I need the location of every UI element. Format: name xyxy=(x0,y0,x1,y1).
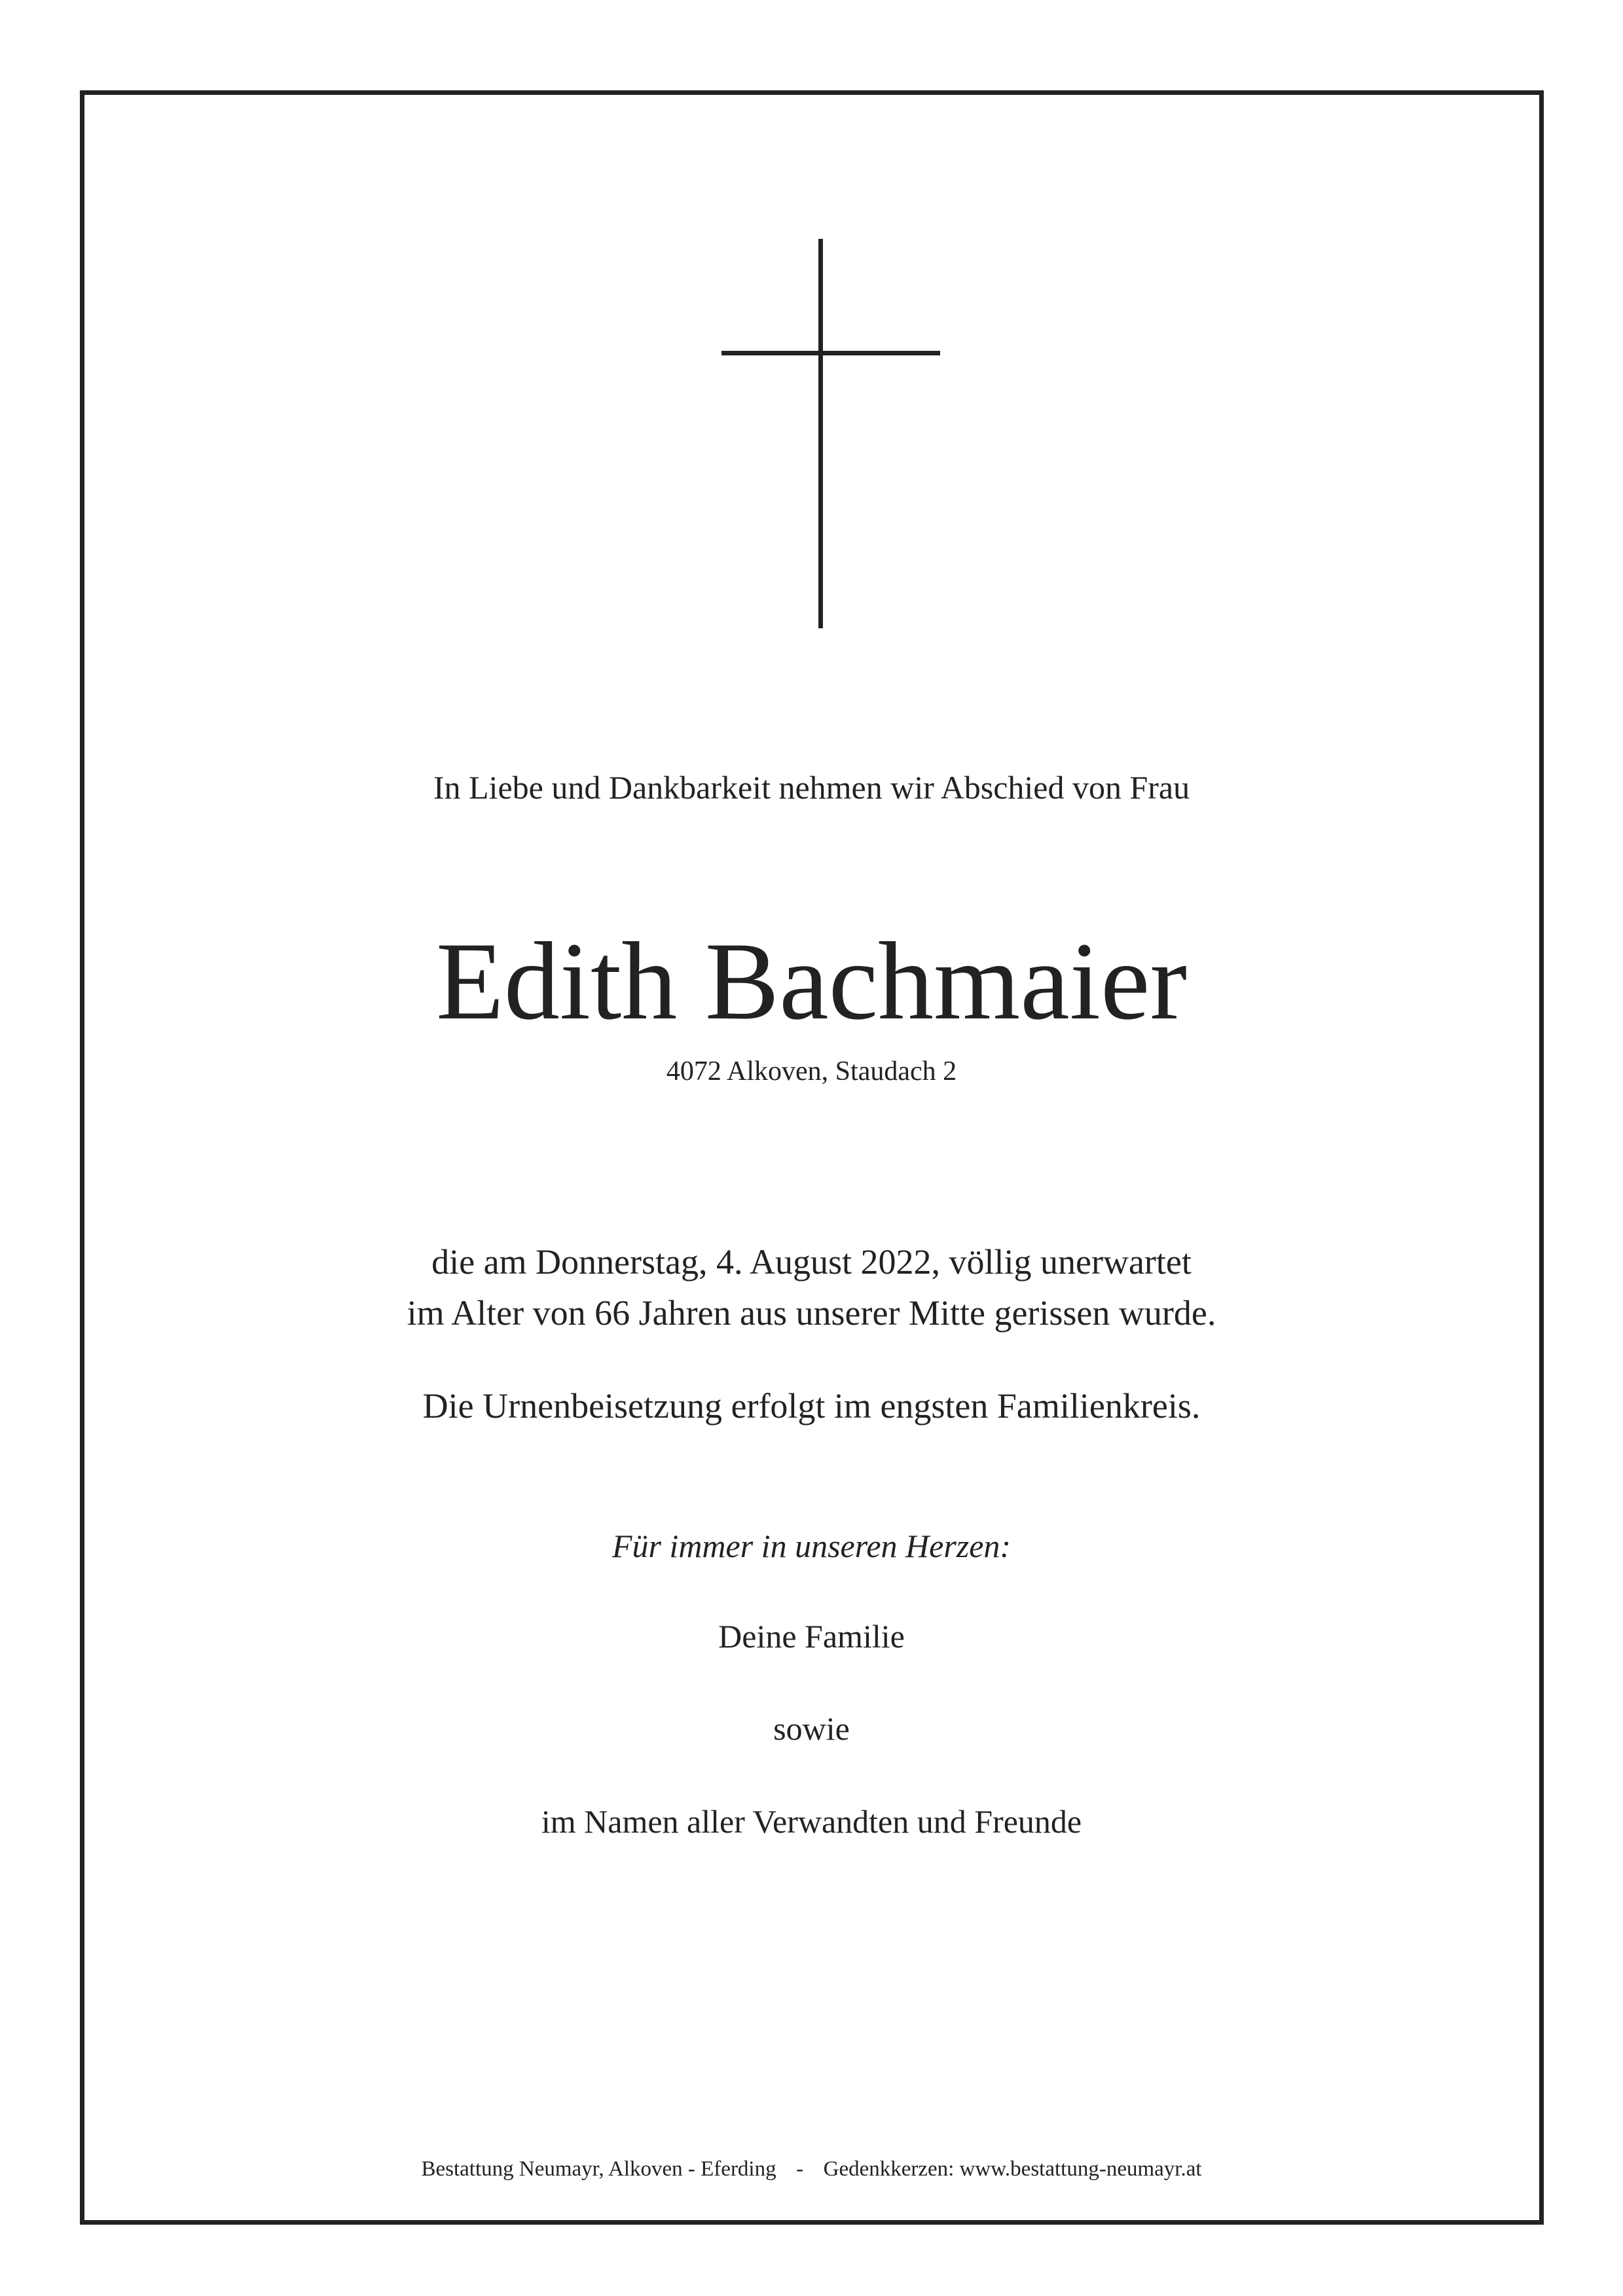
cross-vertical-bar xyxy=(818,239,823,628)
cross-horizontal-bar xyxy=(721,351,940,355)
death-notice-line-2: im Alter von 66 Jahren aus unserer Mitte gerissen wurde. xyxy=(407,1293,1216,1333)
page-border xyxy=(80,90,1544,2225)
footer-undertaker: Bestattung Neumayr, Alkoven - Eferding xyxy=(421,2157,776,2181)
deceased-name: Edith Bachmaier xyxy=(435,920,1188,1043)
deceased-address: 4072 Alkoven, Staudach 2 xyxy=(666,1056,957,1086)
relatives-signature: im Namen aller Verwandten und Freunde xyxy=(541,1803,1082,1840)
death-notice-line-1: die am Donnerstag, 4. August 2022, völlig unerwartet xyxy=(431,1242,1192,1282)
footer-separator: - xyxy=(796,2157,804,2181)
family-signature: Deine Familie xyxy=(718,1618,905,1655)
conjunction-text: sowie xyxy=(773,1710,850,1747)
intro-text: In Liebe und Dankbarkeit nehmen wir Abschied von Frau xyxy=(433,769,1190,806)
memorial-motto: Für immer in unseren Herzen: xyxy=(611,1528,1012,1564)
footer-candles-link: Gedenkkerzen: www.bestattung-neumayr.at xyxy=(823,2157,1202,2181)
burial-info: Die Urnenbeisetzung erfolgt im engsten Familienkreis. xyxy=(422,1386,1201,1426)
footer xyxy=(0,2157,1623,2181)
